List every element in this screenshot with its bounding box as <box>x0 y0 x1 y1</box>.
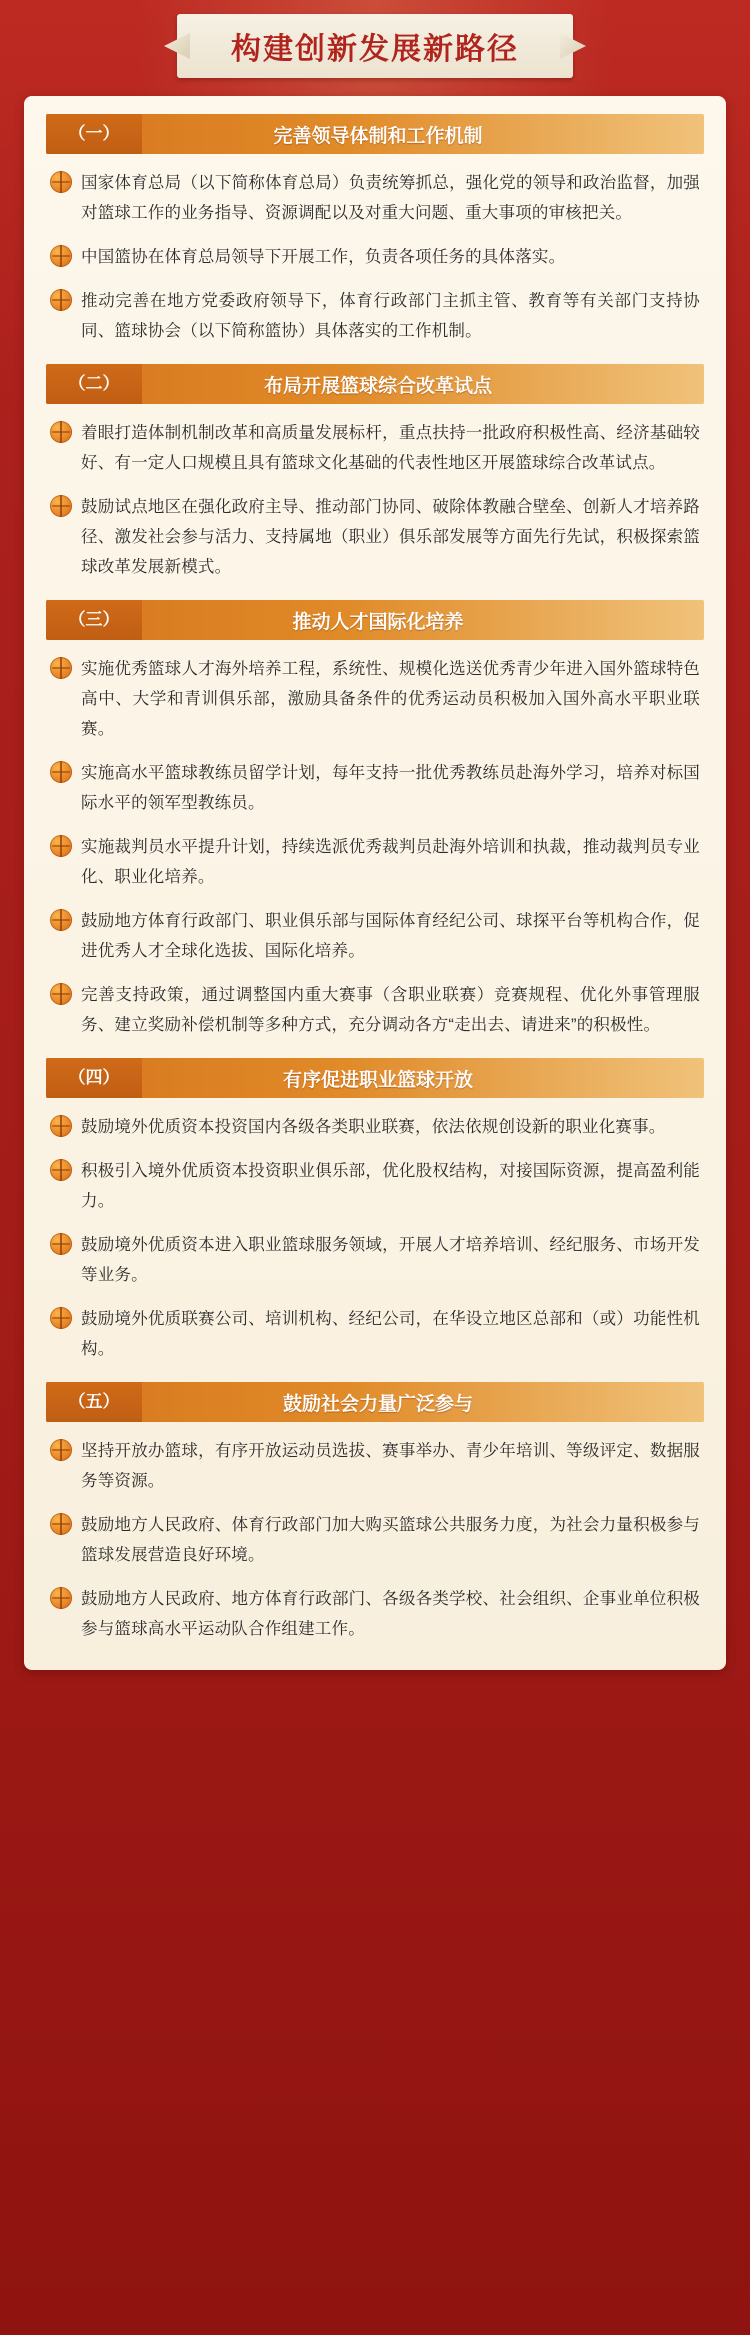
section-title-2: 布局开展篮球综合改革试点 <box>263 375 492 397</box>
list-item <box>50 1584 700 1644</box>
list-item <box>50 168 700 228</box>
list-item-text: 鼓励境外优质联赛公司、培训机构、经纪公司，在华设立地区总部和（或）功能性机构。 <box>81 1310 700 1358</box>
page-title: 构建创新发展新路径 <box>231 33 519 66</box>
list-item-text: 鼓励地方人民政府、地方体育行政部门、各级各类学校、社会组织、企事业单位积极参与篮球高水平运动队合作组建工作。 <box>81 1590 700 1638</box>
list-item-text: 实施优秀篮球人才海外培养工程，系统性、规模化选送优秀青少年进入国外篮球特色高中、大学和青训俱乐部，激励具备条件的优秀运动员积极加入国外高水平职业联赛。 <box>81 660 700 738</box>
basketball-icon <box>50 1587 72 1609</box>
list-item <box>50 492 700 582</box>
list-item-text: 实施高水平篮球教练员留学计划，每年支持一批优秀教练员赴海外学习，培养对标国际水平的领军型教练员。 <box>81 764 700 812</box>
basketball-icon <box>50 289 72 311</box>
section-number-5: （五） <box>46 1382 142 1422</box>
list-item-text: 坚持开放办篮球，有序开放运动员选拔、赛事举办、青少年培训、等级评定、数据服务等资源。 <box>81 1442 700 1490</box>
basketball-icon <box>50 1513 72 1535</box>
banner-plate <box>177 14 573 78</box>
section-number-4: （四） <box>46 1058 142 1098</box>
list-item <box>50 1510 700 1570</box>
section-number-3: （三） <box>46 600 142 640</box>
list-item <box>50 1230 700 1290</box>
list-item <box>50 286 700 346</box>
basketball-icon <box>50 983 72 1005</box>
list-item <box>50 1112 700 1142</box>
basketball-icon <box>50 245 72 267</box>
list-item <box>50 242 700 272</box>
section-header-3 <box>46 600 704 640</box>
list-item-text: 推动完善在地方党委政府领导下，体育行政部门主抓主管、教育等有关部门支持协同、篮球协会（以下简称篮协）具体落实的工作机制。 <box>81 292 700 340</box>
list-item <box>50 654 700 744</box>
basketball-icon <box>50 495 72 517</box>
list-item-text: 完善支持政策，通过调整国内重大赛事（含职业联赛）竞赛规程、优化外事管理服务、建立奖励补偿机制等多种方式，充分调动各方“走出去、请进来”的积极性。 <box>81 986 700 1034</box>
basketball-icon <box>50 1307 72 1329</box>
basketball-icon <box>50 1159 72 1181</box>
list-item-text: 鼓励地方体育行政部门、职业俱乐部与国际体育经纪公司、球探平台等机构合作，促进优秀人才全球化选拔、国际化培养。 <box>81 912 700 960</box>
list-item <box>50 906 700 966</box>
basketball-icon <box>50 657 72 679</box>
section-body-4 <box>24 1112 726 1364</box>
basketball-icon <box>50 761 72 783</box>
section-number-2: （二） <box>46 364 142 404</box>
basketball-icon <box>50 1115 72 1137</box>
section-body-5 <box>24 1436 726 1644</box>
list-item-text: 实施裁判员水平提升计划，持续选派优秀裁判员赴海外培训和执裁，推动裁判员专业化、职业化培养。 <box>81 838 700 886</box>
section-body-2 <box>24 418 726 582</box>
section-title-3: 推动人才国际化培养 <box>292 611 464 633</box>
basketball-icon <box>50 909 72 931</box>
section-body-1 <box>24 168 726 346</box>
basketball-icon <box>50 171 72 193</box>
list-item <box>50 418 700 478</box>
list-item-text: 积极引入境外优质资本投资职业俱乐部，优化股权结构，对接国际资源，提高盈利能力。 <box>81 1162 700 1210</box>
section-title-1: 完善领导体制和工作机制 <box>273 125 483 147</box>
section-group-3 <box>24 600 726 1040</box>
content-card <box>24 96 726 1670</box>
banner <box>0 0 750 92</box>
section-header-5 <box>46 1382 704 1422</box>
section-group-4 <box>24 1058 726 1364</box>
basketball-icon <box>50 421 72 443</box>
list-item <box>50 1156 700 1216</box>
section-group-5 <box>24 1382 726 1644</box>
list-item-text: 中国篮协在体育总局领导下开展工作，负责各项任务的具体落实。 <box>81 248 566 266</box>
basketball-icon <box>50 1233 72 1255</box>
section-body-3 <box>24 654 726 1040</box>
list-item-text: 国家体育总局（以下简称体育总局）负责统筹抓总，强化党的领导和政治监督，加强对篮球工作的业务指导、资源调配以及对重大问题、重大事项的审核把关。 <box>81 174 700 222</box>
section-number-1: （一） <box>46 114 142 154</box>
section-header-2 <box>46 364 704 404</box>
section-title-5: 鼓励社会力量广泛参与 <box>282 1393 473 1415</box>
list-item-text: 鼓励试点地区在强化政府主导、推动部门协同、破除体教融合壁垒、创新人才培养路径、激发社会参与活力、支持属地（职业）俱乐部发展等方面先行先试，积极探索篮球改革发展新模式。 <box>81 498 700 576</box>
section-header-1 <box>46 114 704 154</box>
list-item <box>50 980 700 1040</box>
section-group-2 <box>24 364 726 582</box>
basketball-icon <box>50 835 72 857</box>
list-item-text: 鼓励地方人民政府、体育行政部门加大购买篮球公共服务力度，为社会力量积极参与篮球发展营造良好环境。 <box>81 1516 700 1564</box>
list-item-text: 着眼打造体制机制改革和高质量发展标杆，重点扶持一批政府积极性高、经济基础较好、有一定人口规模且具有篮球文化基础的代表性地区开展篮球综合改革试点。 <box>81 424 700 472</box>
list-item <box>50 758 700 818</box>
section-group-1 <box>24 114 726 346</box>
list-item <box>50 832 700 892</box>
basketball-icon <box>50 1439 72 1461</box>
list-item <box>50 1436 700 1496</box>
list-item-text: 鼓励境外优质资本投资国内各级各类职业联赛，依法依规创设新的职业化赛事。 <box>81 1118 666 1136</box>
list-item <box>50 1304 700 1364</box>
section-header-4 <box>46 1058 704 1098</box>
list-item-text: 鼓励境外优质资本进入职业篮球服务领域，开展人才培养培训、经纪服务、市场开发等业务。 <box>81 1236 700 1284</box>
section-title-4: 有序促进职业篮球开放 <box>282 1069 473 1091</box>
